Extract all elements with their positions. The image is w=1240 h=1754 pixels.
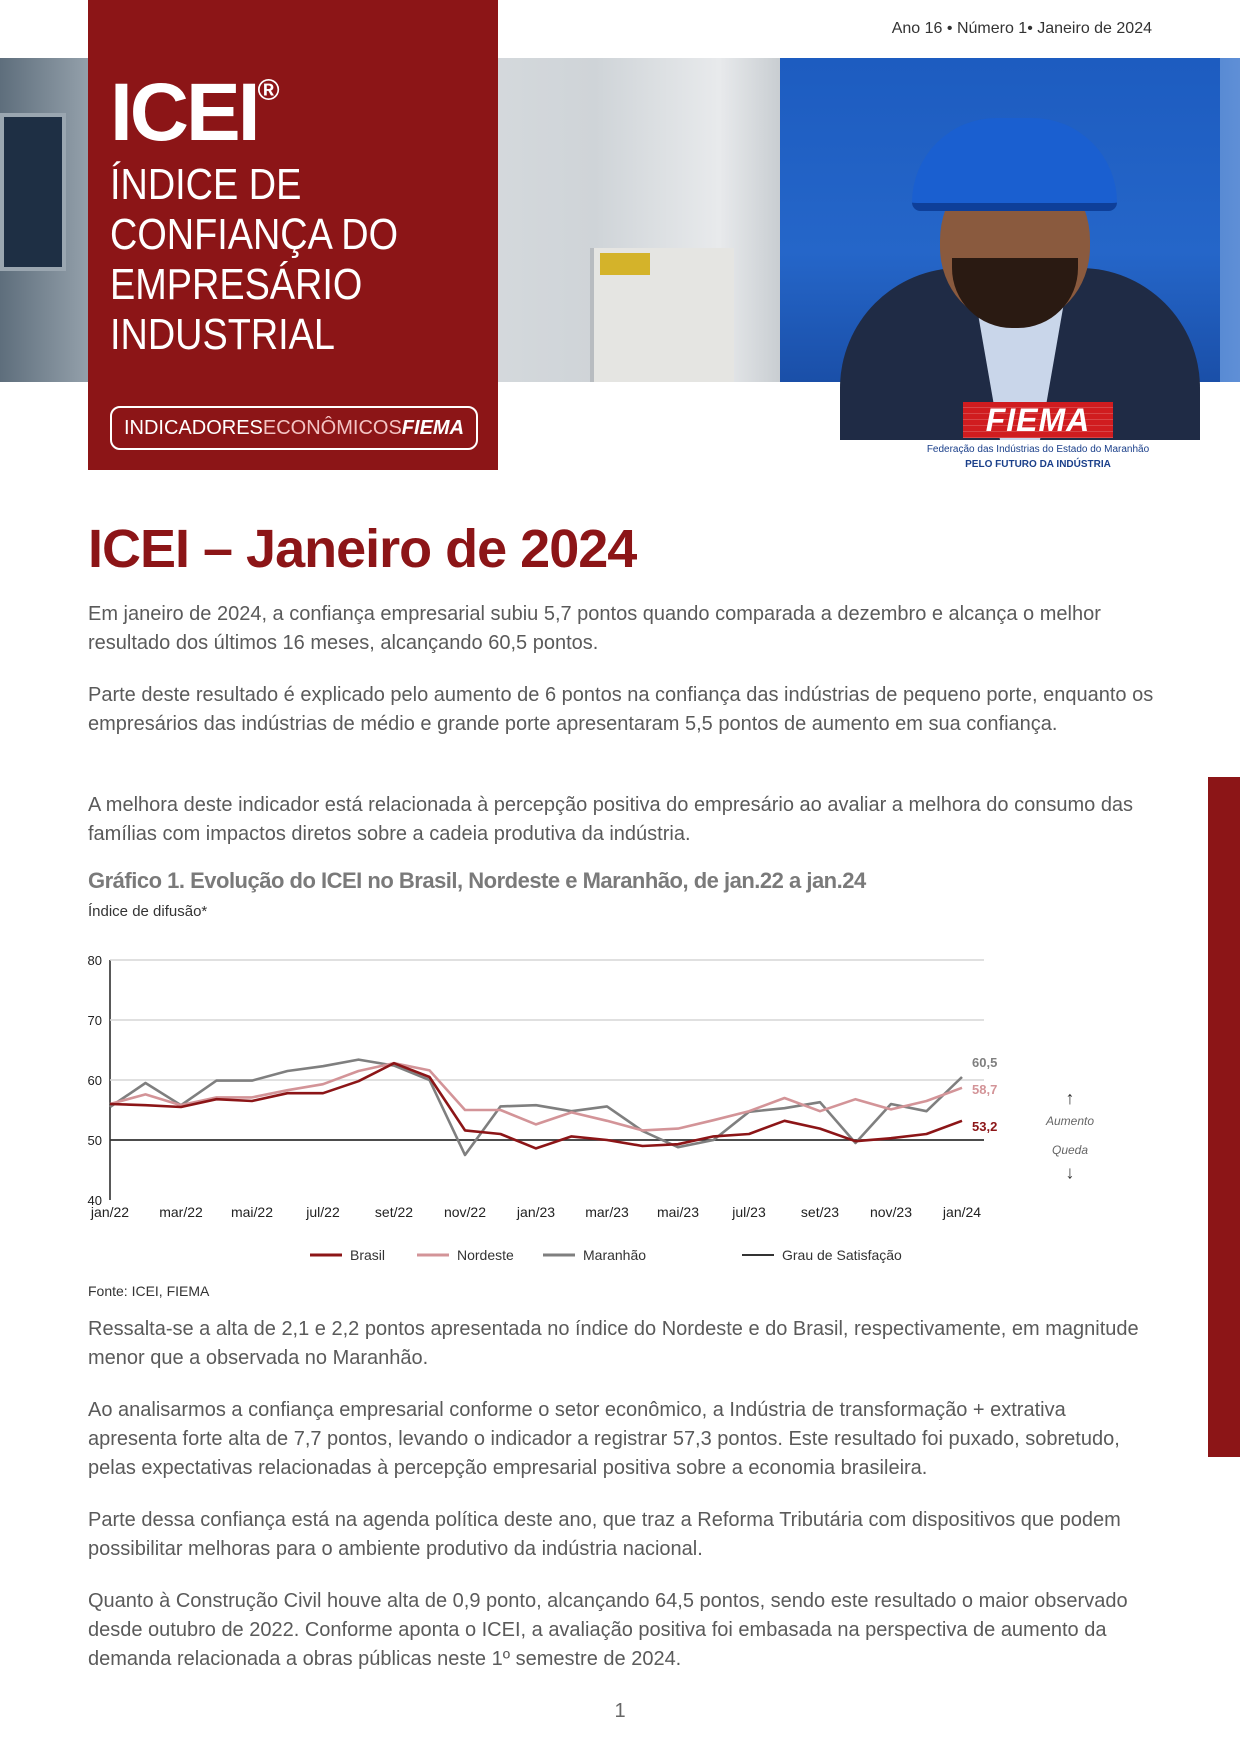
arrow-up-icon: ↑ [1065, 1088, 1075, 1108]
end-value-label: 58,7 [972, 1081, 998, 1097]
x-tick-label: set/23 [800, 1204, 840, 1220]
x-tick-label: jan/23 [516, 1204, 556, 1220]
x-tick-label: jul/22 [306, 1204, 340, 1220]
brand-title: ICEI® [110, 67, 280, 158]
chart-source: Fonte: ICEI, FIEMA [88, 1283, 210, 1299]
side-accent-bar [1208, 777, 1240, 1457]
paragraph-3: A melhora deste indicador está relacionada à percepção positiva do empresário ao avaliar a melhora do consumo das famílias com impactos diretos sobre a cadeia produtiva da indústria. [88, 794, 1134, 845]
chart-title: Gráfico 1. Evolução do ICEI no Brasil, Nordeste e Maranhão, de jan.22 a jan.24 [88, 868, 866, 893]
y-tick-label: 50 [87, 1133, 102, 1148]
x-tick-label: jul/23 [732, 1204, 766, 1220]
end-value-label: 60,5 [972, 1055, 998, 1070]
increase-label: Aumento [1045, 1114, 1095, 1128]
y-tick-label: 40 [87, 1193, 102, 1208]
legend-label: Maranhão [583, 1247, 647, 1263]
paragraph-1: Em janeiro de 2024, a confiança empresarial subiu 5,7 pontos quando comparada a dezembro e alcança o melhor resultado dos últimos 16 meses, alcançando 60,5 pontos. [88, 603, 1101, 654]
hard-hat-icon [912, 118, 1117, 211]
page-number: 1 [614, 1700, 626, 1722]
paragraph-5: Ao analisarmos a confiança empresarial conforme o setor econômico, a Indústria de transformação + extrativa apresenta forte alta de 7,7 pontos, levando o indicador a registrar 57,3 pontos. Este resultado foi puxado, sobretudo, pelas expectativas relacionadas à percepção empresarial positiva sobre a economia brasileira. [88, 1399, 1120, 1479]
x-tick-label: set/22 [374, 1204, 414, 1220]
arrow-down-icon: ↓ [1065, 1162, 1075, 1183]
paragraph-4: Ressalta-se a alta de 2,1 e 2,2 pontos apresentada no índice do Nordeste e do Brasil, respectivamente, em magnitude menor que a observada no Maranhão. [88, 1318, 1139, 1369]
brand-subtitle: ÍNDICE DE CONFIANÇA DO EMPRESÁRIO INDUSTRIAL [110, 160, 399, 359]
warning-sign-graphic [600, 253, 650, 275]
control-panel-graphic [0, 113, 66, 271]
x-tick-label: mai/22 [230, 1204, 274, 1220]
icei-line-chart [70, 945, 1130, 1275]
decrease-label: Queda [1051, 1142, 1089, 1157]
chart-subtitle: Índice de difusão* [88, 903, 208, 920]
x-tick-label: mai/23 [656, 1204, 700, 1220]
paragraph-7: Quanto à Construção Civil houve alta de 0,9 ponto, alcançando 64,5 pontos, sendo este resultado o maior observado desde outubro de 2022. Conforme aponta o ICEI, a avaliação positiva foi embasada na perspectiva de aumento da demanda relacionada a obras públicas neste 1º semestre de 2024. [88, 1590, 1128, 1670]
x-tick-label: nov/23 [869, 1204, 913, 1220]
x-tick-label: nov/22 [443, 1204, 487, 1220]
fiema-wordmark: FIEMA [963, 402, 1113, 438]
y-tick-label: 70 [87, 1013, 102, 1028]
x-tick-label: mar/23 [585, 1204, 629, 1220]
page-title: ICEI – Janeiro de 2024 [88, 519, 637, 579]
legend-label: Grau de Satisfação [782, 1247, 902, 1263]
x-tick-label: jan/22 [90, 1204, 130, 1220]
y-tick-label: 60 [87, 1073, 102, 1088]
federation-name: Federação das Indústrias do Estado do Maranhão [926, 444, 1150, 455]
fiema-logo [918, 402, 1158, 470]
paragraph-6: Parte dessa confiança está na agenda política deste ano, que traz a Reforma Tributária com dispositivos que podem possibilitar melhoras para o ambiente produtivo da indústria nacional. [88, 1509, 1121, 1560]
worker-portrait [840, 118, 1200, 440]
x-tick-label: jan/24 [942, 1204, 982, 1220]
paragraph-2: Parte deste resultado é explicado pelo aumento de 6 pontos na confiança das indústrias de pequeno porte, enquanto os empresários das indústrias de médio e grande porte apresentaram 5,5 pontos de aumento em sua confiança. [88, 684, 1154, 735]
series-pill: INDICADORESECONÔMICOSFIEMA [110, 406, 478, 450]
tagline: PELO FUTURO DA INDÚSTRIA [965, 459, 1111, 470]
end-value-label: 53,2 [972, 1118, 998, 1134]
legend-label: Nordeste [457, 1247, 514, 1263]
x-tick-label: mar/22 [159, 1204, 203, 1220]
legend-label: Brasil [350, 1247, 386, 1263]
y-tick-label: 80 [87, 953, 102, 968]
issue-info: Ano 16 • Número 1• Janeiro de 2024 [891, 20, 1152, 37]
